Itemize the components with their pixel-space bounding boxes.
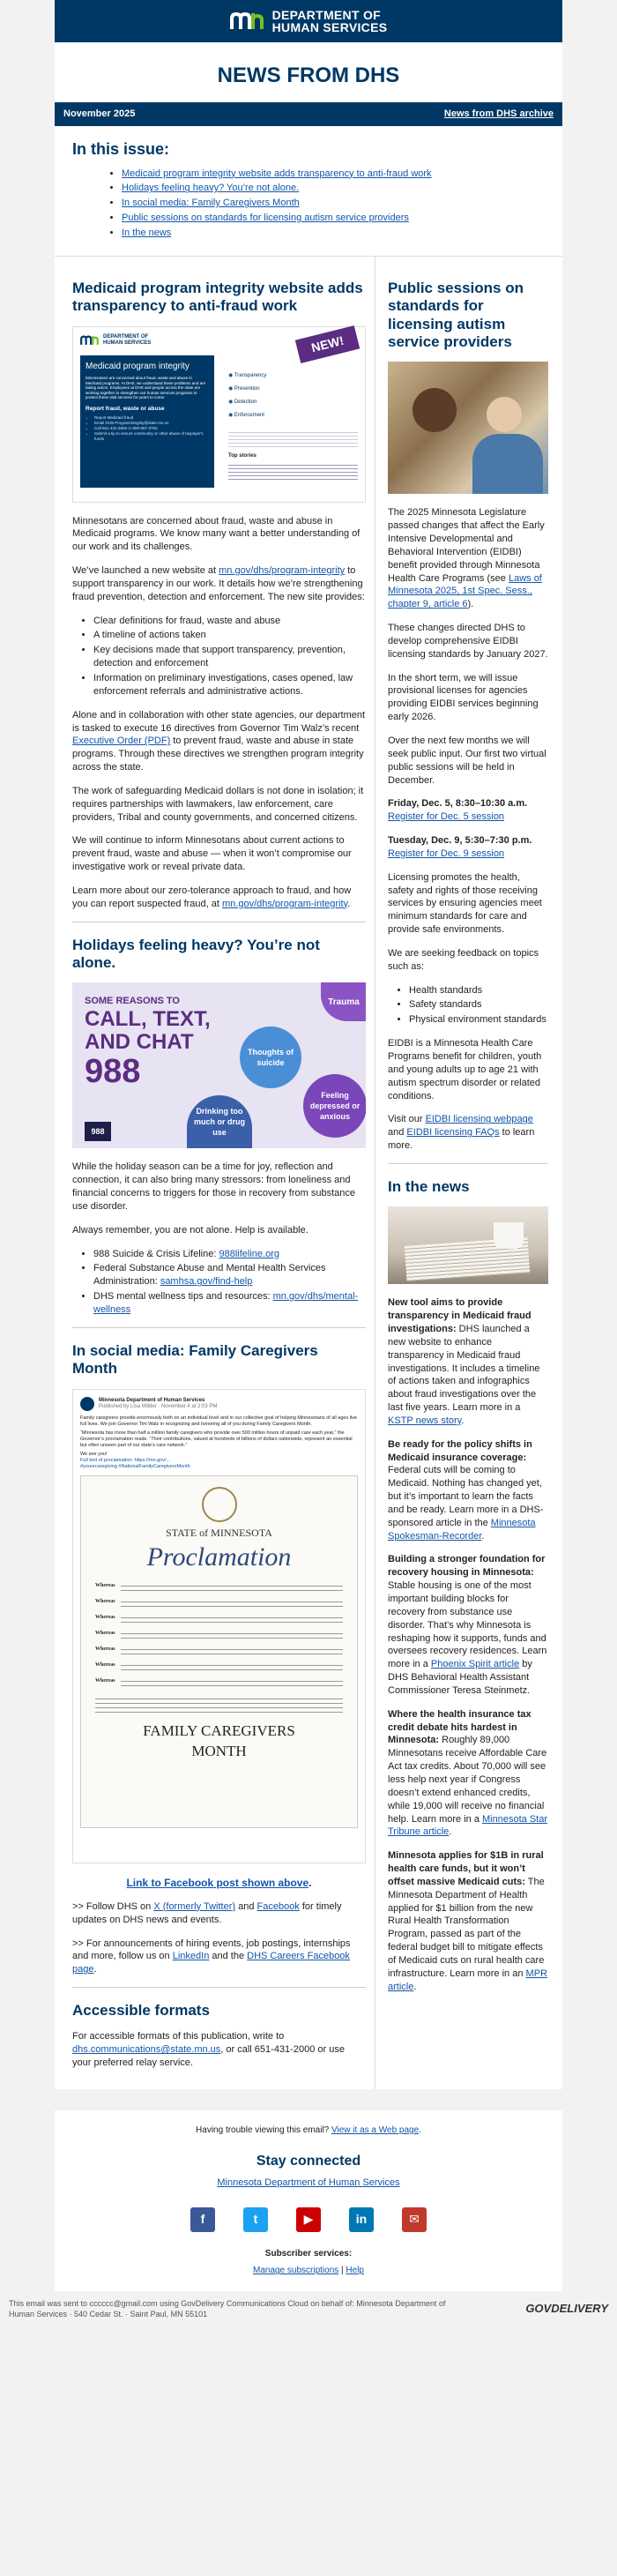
site-report-heading: Report fraud, waste or abuse <box>85 405 165 412</box>
email-body <box>55 0 562 2089</box>
medicaid-paragraph-2 <box>72 564 366 604</box>
site-nav-label: Transparency <box>234 372 267 378</box>
whereas-label: Whereas <box>95 1678 115 1684</box>
bullet-item: • Information on preliminary investigations, cases opened, law enforcement referrals and administrative actions. <box>93 672 366 698</box>
news-link-startribune[interactable]: Minnesota Star Tribune article <box>388 1813 547 1838</box>
fb-account: Minnesota Department of Human Services <box>99 1397 205 1403</box>
communications-email-link[interactable]: dhs.communications@state.mn.us <box>72 2044 221 2056</box>
masthead <box>55 0 562 42</box>
proc-text-lines <box>121 1661 343 1674</box>
twitter-icon[interactable]: t <box>243 2207 268 2232</box>
text-run: >> Follow DHS on <box>72 1900 154 1912</box>
stay-connected-heading: Stay connected <box>256 2154 361 2169</box>
site-nav-label: Prevention <box>234 385 260 392</box>
issue-item <box>122 197 545 210</box>
988-image <box>72 982 366 1148</box>
bubble-drinking: Drinking too much or drug use <box>187 1095 252 1148</box>
site-image-panel <box>80 355 214 488</box>
text-run: 988 Suicide & Crisis Lifeline: <box>93 1248 219 1259</box>
issue-date: November 2025 <box>63 108 136 120</box>
holidays-resources <box>72 1248 366 1317</box>
site-logo-icon <box>80 335 100 346</box>
person-head-icon <box>413 388 457 432</box>
in-this-issue <box>55 126 562 257</box>
whereas-row <box>95 1614 343 1626</box>
fb-meta: Published by Lisa Wilder · November 4 at 2:03 PM <box>99 1403 218 1409</box>
proc-whereas-block <box>81 1582 357 1713</box>
news-link-spokesman[interactable]: Minnesota Spokesman-Recorder <box>388 1517 536 1542</box>
archive-link[interactable]: News from DHS archive <box>443 108 554 120</box>
fb-post-tags: #yourecaregiving #NationalFamilyCaregiversMonth <box>80 1463 190 1469</box>
two-column-content <box>55 257 562 2089</box>
site-panel-text: Minnesotans are concerned about fraud, waste and abuse in Medicaid programs. At DHS, we understand these problems and are taking action. Employees at DHS and people across the state are working together to strengthen our human services programs to protect these vital services for years to come. <box>85 376 206 400</box>
text-run: Having trouble viewing this email? <box>196 2124 332 2135</box>
site-nav-list <box>228 370 358 422</box>
autism-paragraph-1 <box>388 506 548 611</box>
fb-post-header <box>80 1397 358 1411</box>
issue-link-autism[interactable]: Public sessions on standards for licensing autism service providers <box>122 213 409 224</box>
site-top-stories: Top stories <box>228 452 256 459</box>
proc-text-lines <box>95 1695 343 1713</box>
text-run: ). <box>467 599 474 610</box>
fb-post-quote: “Minnesota has more than half a million family caregivers who provide over 500 million hours of unpaid care each year,” the Governor’s proclamation reads. “Their contributions, valued at hundreds of billions of dollars nationwide, represent an essential but often unseen part of our state’s care network.” <box>80 1430 353 1448</box>
proc-subtitle: FAMILY CAREGIVERS <box>143 1722 295 1740</box>
holidays-paragraph-1: While the holiday season can be a time for joy, reflection and connection, it can also bring many stressors: from loneliness and financial concerns to triggers for those in recovery from substance use disorder. <box>72 1161 355 1212</box>
accessible-paragraph <box>72 2030 366 2070</box>
whereas-label: Whereas <box>95 1583 115 1589</box>
facebook-post-link[interactable]: Link to Facebook post shown above <box>126 1876 309 1889</box>
proc-text-lines <box>121 1582 343 1594</box>
register-dec-9-link[interactable]: Register for Dec. 9 session <box>388 847 505 859</box>
legal-bar <box>0 2291 617 2326</box>
site-nav-label: Enforcement <box>234 412 264 418</box>
text-run: . <box>347 898 351 909</box>
org-line-2: HUMAN SERVICES <box>271 20 388 34</box>
topic-item: • Safety standards <box>409 998 548 1012</box>
text-run: by DHS Behavioral Health Assistant Commissioner Teresa Steinmetz. <box>388 1659 532 1696</box>
whereas-label: Whereas <box>95 1646 115 1653</box>
site-report-item: • Report Medicaid fraud <box>94 415 209 421</box>
fb-avatar <box>80 1397 94 1411</box>
news-headline: Be ready for the policy shifts in Medicaid insurance coverage: <box>388 1438 532 1463</box>
news-link-kstp[interactable]: KSTP news story <box>388 1415 462 1426</box>
bubble-suicide: Thoughts of suicide <box>240 1027 301 1088</box>
holidays-heading: Holidays feeling heavy? You’re not alone. <box>72 936 320 972</box>
text-run: Learn more about our zero-tolerance approach to fraud, and how you can report suspected fraud, at <box>72 885 352 909</box>
title-band <box>55 42 562 102</box>
whereas-row <box>95 1646 343 1658</box>
988-line-3: AND CHAT <box>85 1030 194 1055</box>
text-run: . <box>413 1981 417 1992</box>
manage-subscriptions-link[interactable]: Manage subscriptions <box>252 2266 339 2276</box>
text-run: to prevent fraud, waste and abuse in state programs. Through these directives we strengthen program integrity across the state. <box>72 735 364 773</box>
text-run: to learn more. <box>388 1127 535 1152</box>
medicaid-heading: Medicaid program integrity website adds transparency to anti-fraud work <box>72 279 363 315</box>
medicaid-paragraph-6 <box>72 885 366 911</box>
text-run: For accessible formats of this publication, write to <box>72 2031 285 2042</box>
help-link[interactable]: Help <box>346 2266 364 2276</box>
org-line-1: DEPARTMENT OF <box>271 8 382 22</box>
social-heading: In social media: Family Caregivers Month <box>72 1341 318 1378</box>
988-lifeline-link[interactable]: 988lifeline.org <box>219 1248 279 1259</box>
text-run: >> For announcements of hiring events, job postings, internships and more, follow us on <box>72 1938 351 1962</box>
site-logo-line1: DEPARTMENT OF <box>103 333 149 340</box>
trouble-line <box>55 2124 562 2137</box>
divider <box>72 1327 366 1328</box>
site-story-lines <box>228 462 358 480</box>
whereas-row <box>95 1630 343 1642</box>
subscriber-links <box>55 2265 562 2277</box>
news-item <box>388 1708 548 1839</box>
bullet-item: • Clear definitions for fraud, waste and abuse <box>93 615 366 628</box>
whereas-row <box>95 1661 343 1674</box>
site-nav-label: Detection <box>234 399 257 405</box>
issue-list <box>72 168 545 240</box>
samhsa-link[interactable]: samhsa.gov/find-help <box>160 1276 253 1288</box>
session-1-date: Friday, Dec. 5, 8:30–10:30 a.m. <box>388 798 528 810</box>
988-number: 988 <box>85 1053 141 1091</box>
child-head-icon <box>487 397 522 432</box>
text-run: . <box>481 1530 485 1542</box>
x-twitter-link[interactable]: X (formerly Twitter) <box>153 1900 236 1912</box>
988-line-2: CALL, TEXT, <box>85 1007 211 1032</box>
follow-paragraph <box>72 1900 366 1927</box>
site-report-item: • Email DHS.ProgramIntegrity@state.mn.us <box>94 421 209 426</box>
state-seal-icon <box>202 1487 237 1522</box>
text-run: . <box>461 1415 465 1426</box>
whereas-row <box>95 1598 343 1610</box>
dateline-bar <box>55 102 562 126</box>
issue-link-social[interactable]: In social media: Family Caregivers Month <box>122 198 300 209</box>
issue-link-news[interactable]: In the news <box>122 227 172 238</box>
facebook-post-image <box>72 1389 366 1863</box>
proc-text-lines <box>121 1646 343 1658</box>
email-icon[interactable]: ✉ <box>402 2207 427 2232</box>
whereas-label: Whereas <box>95 1631 115 1637</box>
text-run: Alone and in collaboration with other state agencies, our department is tasked to execute 16 directives from Governor Tim Walz’s recent <box>72 709 366 734</box>
news-item <box>388 1849 548 1993</box>
news-link-mpr[interactable]: MPR article <box>388 1967 547 1992</box>
mental-wellness-link[interactable]: mn.gov/dhs/mental-wellness <box>93 1291 359 1315</box>
session-2 <box>388 834 548 861</box>
text-run: . <box>449 1826 452 1838</box>
whereas-label: Whereas <box>95 1599 115 1605</box>
proc-text-lines <box>121 1614 343 1626</box>
site-report-item: • Submit a tip to ensure community or other abuse of taxpayer's funds <box>94 431 209 442</box>
news-text: Roughly 89,000 Minnesotans receive Affordable Care Act tax credits. About 70,000 will see less help next year if Congress doesn’t extend enhanced credits, while 19,000 will receive no financial help. Learn more in a <box>388 1735 547 1825</box>
bubble-depressed: Feeling depressed or anxious <box>303 1074 366 1138</box>
resource-item <box>93 1262 366 1288</box>
dhs-website-link[interactable]: Minnesota Department of Human Services <box>217 2177 400 2189</box>
autism-paragraph-5: Licensing promotes the health, safety and rights of those receiving services by ensuring agencies meet minimum standards for care and provide safe environments. <box>388 871 542 936</box>
text-run: DHS mental wellness tips and resources: <box>93 1291 273 1303</box>
program-integrity-link[interactable]: mn.gov/dhs/program-integrity <box>219 565 346 577</box>
autism-paragraph-3: In the short term, we will issue provisional licenses for agencies providing EIDBI services beginning early 2026. <box>388 672 539 723</box>
linkedin-icon[interactable]: in <box>349 2207 374 2232</box>
feedback-topics <box>388 984 548 1027</box>
facebook-link[interactable]: Facebook <box>256 1900 300 1912</box>
text-run: and <box>388 1127 407 1139</box>
site-nav-item: ◉ Detection <box>228 399 257 405</box>
footer <box>55 2110 562 2291</box>
youtube-icon[interactable]: ▶ <box>296 2207 321 2232</box>
program-integrity-link-2[interactable]: mn.gov/dhs/program-integrity <box>222 898 348 909</box>
register-dec-5-link[interactable]: Register for Dec. 5 session <box>388 811 505 823</box>
accessible-heading: Accessible formats <box>72 2002 210 2020</box>
news-heading: In the news <box>388 1177 470 1195</box>
medicaid-paragraph-4: The work of safeguarding Medicaid dollars is not done in isolation; it requires partnerships with lawmakers, law enforcement, care providers, Tribal and county governments, and concerned citizens. <box>72 785 364 823</box>
text-run: . <box>308 1876 312 1889</box>
divider <box>388 1163 548 1164</box>
news-text: The Minnesota Department of Health applied for $1 billion from the new Rural Health Transformation Program, passed as part of the federal budget bill to mitigate effects of Medicaid cuts on rural health care infrastructure. Learn more in an <box>388 1876 545 1979</box>
autism-paragraph-4: Over the next few months we will seek public input. Our first two virtual public sessions will be held in December. <box>388 735 546 786</box>
fb-post-url: Full text of proclamation: https://mn.gov/... <box>80 1457 171 1463</box>
news-headline: Minnesota applies for $1B in rural health care funds, but it won’t offset massive Medicaid cuts: <box>388 1850 544 1887</box>
autism-paragraph-2: These changes directed DHS to develop comprehensive EIDBI licensing standards by January 2027. <box>388 623 548 660</box>
careers-paragraph <box>72 1938 366 1977</box>
proclamation-image <box>80 1475 358 1828</box>
news-headline: Where the health insurance tax credit debate hits hardest in Minnesota: <box>388 1708 532 1746</box>
988-logo: 988 <box>85 1122 111 1141</box>
divider <box>72 1987 366 1988</box>
text-run: We’ve launched a new website at <box>72 565 219 577</box>
news-item <box>388 1438 548 1543</box>
proc-text-lines <box>121 1598 343 1610</box>
text-run: for timely updates on DHS news and events. <box>72 1900 342 1925</box>
news-text: Federal cuts will be coming to Medicaid. Nothing has changed yet, but it’s important to learn the facts and be ready. Learn more in a DHS-sponsored article in the <box>388 1465 544 1528</box>
news-text: DHS launched a new website to enhance transparency in Medicaid fraud investigations. It includes a timeline of actions taken and infographics about fraud investigations over the last five years. Learn more in a <box>388 1323 540 1414</box>
issue-link-medicaid[interactable]: Medicaid program integrity website adds transparency to anti-fraud work <box>122 168 432 179</box>
laws-of-minnesota-link[interactable]: Laws of Minnesota 2025, 1st Spec. Sess., chapter 9, article 6 <box>388 572 542 610</box>
text-run: . <box>419 2124 421 2135</box>
autism-heading: Public sessions on standards for licensing autism service providers <box>388 279 524 350</box>
issue-item <box>122 212 545 225</box>
view-web-page-link[interactable]: View it as a Web page <box>331 2124 420 2135</box>
session-1 <box>388 797 548 824</box>
eidbi-faqs-link[interactable]: EIDBI licensing FAQs <box>406 1127 500 1139</box>
news-headline: Building a stronger foundation for recovery housing in Minnesota: <box>388 1554 546 1579</box>
topic-item: • Health standards <box>409 984 548 997</box>
site-image-right <box>221 327 365 502</box>
autism-paragraph-6: We are seeking feedback on topics such as: <box>388 947 539 972</box>
autism-paragraph-8 <box>388 1113 548 1153</box>
holidays-paragraph-2: Always remember, you are not alone. Help is available. <box>72 1224 308 1236</box>
careers-facebook-link[interactable]: DHS Careers Facebook page <box>72 1951 350 1975</box>
issue-heading: In this issue: <box>72 140 170 159</box>
right-column <box>375 257 554 2089</box>
linkedin-link[interactable]: LinkedIn <box>172 1951 210 1962</box>
site-logo-line2: HUMAN SERVICES <box>103 340 152 346</box>
medicaid-bullets <box>72 615 366 698</box>
news-headline: New tool aims to provide transparency in Medicaid fraud investigations: <box>388 1297 532 1334</box>
program-integrity-site-image <box>72 326 366 503</box>
proc-text-lines <box>121 1630 343 1642</box>
masthead-org-name <box>272 9 388 34</box>
newsletter-title: NEWS FROM DHS <box>217 63 400 87</box>
fb-post-text: Family caregivers provide enormously both on an individual level and in our collective goal of helping Minnesotans of all ages live full lives. We join Governor Tim Walz in recognizing and honoring all of you during Family Caregivers Month. <box>80 1415 357 1427</box>
issue-item <box>122 227 545 240</box>
issue-item <box>122 182 545 195</box>
site-image-left <box>73 327 221 502</box>
bubble-trauma: Trauma <box>321 982 366 1021</box>
text-run: . <box>93 1964 97 1975</box>
site-panel-title: Medicaid program integrity <box>85 361 190 371</box>
proc-subtitle-2: MONTH <box>191 1743 247 1760</box>
text-run: , or call 651-431-2000 or use your preferred relay service. <box>72 2044 345 2069</box>
executive-order-link[interactable]: Executive Order (PDF) <box>72 735 171 747</box>
news-item <box>388 1296 548 1427</box>
fb-link-line <box>72 1876 366 1890</box>
proc-title: Proclamation <box>146 1542 292 1572</box>
fb-post-see: We see you! <box>80 1451 108 1457</box>
whereas-label: Whereas <box>95 1662 115 1669</box>
site-nav-item: ◉ Prevention <box>228 385 260 392</box>
new-badge: NEW! <box>294 325 360 363</box>
facebook-icon[interactable]: f <box>190 2207 215 2232</box>
988-line-1: SOME REASONS TO <box>85 996 180 1007</box>
topic-item: • Physical environment standards <box>409 1013 548 1027</box>
site-text-lines <box>228 429 358 449</box>
provider-child-photo <box>388 362 548 494</box>
proc-state: STATE of MINNESOTA <box>166 1526 272 1539</box>
bullet-item: • Key decisions made that support transparency, prevention, detection and enforcement <box>93 644 366 670</box>
dhs-logo-icon <box>230 11 265 31</box>
text-run: to support transparency in our work. It details how we’re strengthening fraud prevention, detection and enforcement. The new site provides: <box>72 565 365 602</box>
site-image-logo <box>80 334 214 347</box>
news-link-phoenix[interactable]: Phoenix Spirit article <box>430 1659 520 1670</box>
medicaid-paragraph-3 <box>72 709 366 774</box>
govdelivery-logo: GOVDELIVERY <box>525 2302 608 2316</box>
issue-item <box>122 168 545 181</box>
text-run: | <box>338 2266 346 2276</box>
eidbi-licensing-link[interactable]: EIDBI licensing webpage <box>425 1114 533 1125</box>
text-run: and <box>235 1900 257 1912</box>
social-icons <box>55 2207 562 2232</box>
whereas-row <box>95 1582 343 1594</box>
whereas-row <box>95 1677 343 1690</box>
bullet-item: • A timeline of actions taken <box>93 629 366 642</box>
site-report-item: • Call 651-431-3600 or 800-657-3750 <box>94 426 209 431</box>
text-run: Visit our <box>388 1114 426 1125</box>
autism-paragraph-7: EIDBI is a Minnesota Health Care Programs benefit for children, youth and young adults up to age 21 with autism spectrum disorder or related conditions. <box>388 1038 542 1101</box>
site-report-list <box>85 415 209 442</box>
child-body-icon <box>472 434 543 494</box>
site-nav-item: ◉ Transparency <box>228 372 267 378</box>
text-run: Federal Substance Abuse and Mental Health Services Administration: <box>93 1263 326 1288</box>
newspaper-coffee-photo <box>388 1206 548 1284</box>
resource-item <box>93 1290 366 1317</box>
subscriber-services-heading: Subscriber services: <box>264 2248 353 2259</box>
coffee-cup-icon <box>494 1222 524 1249</box>
text-run: The 2025 Minnesota Legislature passed changes that affect the Early Intensive Developmental and Behavioral Intervention (EIDBI) benefit provided through Minnesota Health Care Programs (see <box>388 507 545 584</box>
news-text: Stable housing is one of the most important building blocks for recovery from substance use disorder. That’s why Minnesota is reshaping how it supports, funds and oversees recovery residences. Learn more in a <box>388 1580 547 1670</box>
news-item <box>388 1553 548 1697</box>
medicaid-paragraph-5: We will continue to inform Minnesotans about current actions to prevent fraud, waste and abuse — when it won’t compromise our investigative work or reveal private data. <box>72 835 352 873</box>
text-run: and the <box>209 1951 248 1962</box>
medicaid-paragraph-1: Minnesotans are concerned about fraud, waste and abuse in Medicaid programs. We know many want a better understanding of our work and its challenges. <box>72 515 361 553</box>
988-text-block <box>85 995 211 1089</box>
site-nav-item: ◉ Enforcement <box>228 412 264 418</box>
session-2-date: Tuesday, Dec. 9, 5:30–7:30 p.m. <box>388 835 532 847</box>
whereas-label: Whereas <box>95 1615 115 1621</box>
left-column <box>63 257 375 2089</box>
resource-item <box>93 1248 366 1261</box>
proc-text-lines <box>121 1677 343 1690</box>
legal-text: This email was sent to cccccc@gmail.com using GovDelivery Communications Cloud on behalf of: Minnesota Department of Human Services · 540 Cedar St. · Saint Paul, MN 55101 <box>9 2298 446 2319</box>
issue-link-holidays[interactable]: Holidays feeling heavy? You’re not alone. <box>122 183 300 194</box>
